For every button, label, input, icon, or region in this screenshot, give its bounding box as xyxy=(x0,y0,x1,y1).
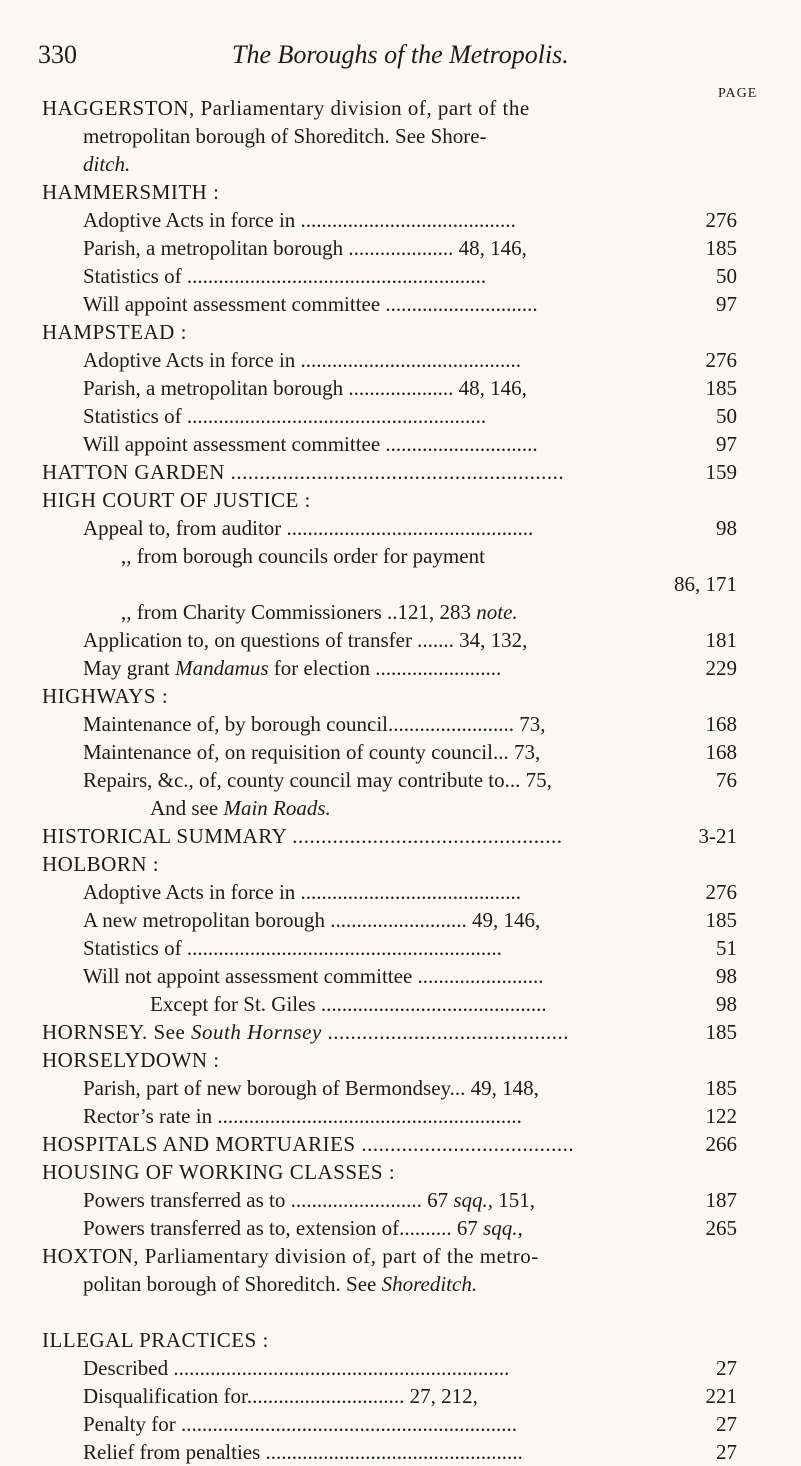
index-entry xyxy=(0,934,801,962)
entry-main-text: politan borough of Shoreditch. See xyxy=(83,1272,377,1296)
entry-text xyxy=(83,290,538,318)
entry-after-text: for election ........................ xyxy=(273,656,502,680)
entry-text xyxy=(83,346,521,374)
entry-text xyxy=(42,850,159,878)
entry-main-text: Will not appoint assessment committee ........................ xyxy=(83,964,544,988)
entry-text xyxy=(42,178,219,206)
index-entry xyxy=(0,990,801,1018)
entry-main-text: May grant xyxy=(83,656,170,680)
index-entry xyxy=(0,206,801,234)
index-entry xyxy=(0,1186,801,1214)
entry-page-ref: 98 xyxy=(716,516,737,540)
entry-text xyxy=(83,1270,477,1298)
page-number: 330 xyxy=(38,40,77,69)
entry-text xyxy=(42,458,564,486)
entry-italic-tail: note. xyxy=(476,600,518,624)
entry-page-ref: 276 xyxy=(705,880,737,904)
entry-main-text: HAGGERSTON, Parliamentary division of, part of the xyxy=(42,96,530,120)
entry-text xyxy=(83,1354,509,1382)
entry-text xyxy=(42,682,168,710)
entry-main-text: Maintenance of, by borough council........................ 73, xyxy=(83,712,546,736)
index-entry xyxy=(0,122,801,150)
index-entry xyxy=(0,738,801,766)
entry-text xyxy=(83,402,486,430)
entry-main-text: HORSELYDOWN : xyxy=(42,1048,220,1072)
entry-page-ref: 51 xyxy=(716,936,737,960)
index-entry xyxy=(0,1074,801,1102)
entry-text xyxy=(83,962,544,990)
entry-main-text: A new metropolitan borough .......................... 49, 146, xyxy=(83,908,541,932)
index-entry xyxy=(0,1158,801,1186)
entry-text xyxy=(83,1214,523,1242)
index-entry xyxy=(0,878,801,906)
index-entry xyxy=(0,822,801,850)
index-entry xyxy=(0,178,801,206)
entry-page-ref: 50 xyxy=(716,264,737,288)
index-entry xyxy=(0,346,801,374)
entry-main-text: ,, from Charity Commissioners ..121, 283 xyxy=(121,600,471,624)
entry-main-text: Repairs, &c., of, county council may contribute to... 75, xyxy=(83,768,552,792)
index-entry xyxy=(0,766,801,794)
entry-italic-text: Mandamus xyxy=(175,656,269,680)
entry-page-ref: 185 xyxy=(705,376,737,400)
index-entry xyxy=(0,962,801,990)
entry-text xyxy=(42,1130,574,1158)
entry-main-text: Will appoint assessment committee ............................. xyxy=(83,432,538,456)
index-entry xyxy=(0,1298,801,1326)
index-entry xyxy=(0,1270,801,1298)
entry-main-text: Maintenance of, on requisition of county council... 73, xyxy=(83,740,541,764)
entry-page-ref: 187 xyxy=(705,1188,737,1212)
entry-text xyxy=(42,1046,220,1074)
index-entry xyxy=(0,318,801,346)
entry-main-text: HATTON GARDEN .......................................................... xyxy=(42,460,565,484)
index-entry xyxy=(0,1214,801,1242)
entry-main-text: Parish, a metropolitan borough .................... 48, 146, xyxy=(83,376,527,400)
entry-main-text: Statistics of ............................................................ xyxy=(83,936,502,960)
entry-main-text: Adoptive Acts in force in ......................................... xyxy=(83,208,516,232)
entry-page-ref: 181 xyxy=(705,628,737,652)
entry-main-text: ILLEGAL PRACTICES : xyxy=(42,1328,269,1352)
entry-page-ref: 97 xyxy=(716,432,737,456)
entry-text xyxy=(42,822,563,850)
entry-text xyxy=(83,878,521,906)
index-entry xyxy=(0,262,801,290)
entry-text xyxy=(83,710,546,738)
entry-text xyxy=(42,94,530,122)
index-entry xyxy=(0,290,801,318)
entry-main-text: HOSPITALS AND MORTUARIES ..................................... xyxy=(42,1132,575,1156)
entry-main-text: Relief from penalties ................................................. xyxy=(83,1440,523,1464)
entry-text xyxy=(121,598,518,626)
entry-text xyxy=(83,206,516,234)
entry-page-ref: 266 xyxy=(705,1132,737,1156)
entry-text xyxy=(83,626,527,654)
index-entry xyxy=(0,794,801,822)
entry-page-ref: 229 xyxy=(705,656,737,680)
entry-page-ref: 122 xyxy=(705,1104,737,1128)
index-entry xyxy=(0,1410,801,1438)
entry-page-ref: 168 xyxy=(705,740,737,764)
index-entry xyxy=(0,374,801,402)
entry-text xyxy=(83,262,486,290)
entry-page-ref: 50 xyxy=(716,404,737,428)
entry-main-text: Powers transferred as to ......................... 67 xyxy=(83,1188,449,1212)
entry-text xyxy=(42,1242,539,1270)
entry-after-text: .......................................... xyxy=(327,1020,570,1044)
entry-text xyxy=(83,374,527,402)
entry-main-text: Except for St. Giles ........................................... xyxy=(150,992,547,1016)
entry-text xyxy=(42,1326,269,1354)
entry-text xyxy=(150,990,547,1018)
entry-page-ref: 185 xyxy=(705,1076,737,1100)
index-entry xyxy=(0,1130,801,1158)
index-entry xyxy=(0,682,801,710)
entry-text xyxy=(83,234,527,262)
entry-page-ref: 3-21 xyxy=(698,824,737,848)
entry-main-text: Parish, a metropolitan borough .................... 48, 146, xyxy=(83,236,527,260)
index-entry xyxy=(0,1354,801,1382)
entry-page-ref: 76 xyxy=(716,768,737,792)
index-entry xyxy=(0,402,801,430)
index-entry xyxy=(0,234,801,262)
entry-main-text: Penalty for ................................................................ xyxy=(83,1412,517,1436)
entry-text xyxy=(83,1438,523,1466)
entry-main-text: Application to, on questions of transfer ....... 34, 132, xyxy=(83,628,528,652)
entry-text xyxy=(83,122,487,150)
index-entry xyxy=(0,570,801,598)
entry-italic-text: Main Roads. xyxy=(223,796,331,820)
entry-italic-text: sqq., xyxy=(453,1188,494,1212)
entry-text xyxy=(42,1158,395,1186)
index-entry xyxy=(0,542,801,570)
entry-text xyxy=(83,1382,478,1410)
entry-italic-text: sqq., xyxy=(483,1216,523,1240)
entry-text xyxy=(42,486,311,514)
entry-page-ref: 276 xyxy=(705,348,737,372)
entry-main-text: Described ................................................................ xyxy=(83,1356,510,1380)
entry-main-text: Parish, part of new borough of Bermondsey... 49, 148, xyxy=(83,1076,539,1100)
entry-text xyxy=(42,1018,569,1046)
entry-page-ref: 185 xyxy=(705,236,737,260)
entry-page-ref: 27 xyxy=(716,1412,737,1436)
entry-main-text: Disqualification for.............................. 27, 212, xyxy=(83,1384,478,1408)
entry-text xyxy=(83,1410,517,1438)
entry-main-text: Statistics of ......................................................... xyxy=(83,264,487,288)
entry-italic-text: South Hornsey xyxy=(191,1020,322,1044)
entry-text xyxy=(83,906,540,934)
entry-main-text: And see xyxy=(150,796,219,820)
entry-text xyxy=(83,654,501,682)
index-entry xyxy=(0,430,801,458)
index-entry xyxy=(0,1326,801,1354)
index-entry xyxy=(0,1438,801,1466)
entry-text xyxy=(83,1102,522,1130)
index-entry xyxy=(0,598,801,626)
entry-after-text: 151, xyxy=(498,1188,536,1212)
entry-main-text: HIGH COURT OF JUSTICE : xyxy=(42,488,311,512)
index-entry xyxy=(0,1046,801,1074)
index-entry xyxy=(0,486,801,514)
entry-page-ref: 27 xyxy=(716,1356,737,1380)
entry-text xyxy=(83,934,502,962)
entry-text xyxy=(83,150,130,178)
entry-main-text: HAMMERSMITH : xyxy=(42,180,220,204)
entry-page-ref: 159 xyxy=(705,460,737,484)
entry-main-text: Rector’s rate in .......................................................... xyxy=(83,1104,522,1128)
page-column-label: PAGE xyxy=(718,86,758,101)
entry-main-text: HOUSING OF WORKING CLASSES : xyxy=(42,1160,396,1184)
index-entry xyxy=(0,654,801,682)
entry-text xyxy=(83,1186,535,1214)
entry-page-ref: 97 xyxy=(716,292,737,316)
entry-main-text: Powers transferred as to, extension of.......... 67 xyxy=(83,1216,478,1240)
index-entry xyxy=(0,906,801,934)
entry-page-ref: 265 xyxy=(705,1216,737,1240)
index-entry xyxy=(0,850,801,878)
entry-page-ref: 221 xyxy=(705,1384,737,1408)
entry-text xyxy=(42,318,187,346)
entry-main-text: HAMPSTEAD : xyxy=(42,320,187,344)
entry-text xyxy=(121,542,485,570)
entry-main-text: Adoptive Acts in force in .......................................... xyxy=(83,348,522,372)
entry-page-ref: 276 xyxy=(705,208,737,232)
entry-page-ref: 98 xyxy=(716,964,737,988)
entry-main-text: Statistics of ......................................................... xyxy=(83,404,487,428)
index-entry xyxy=(0,94,801,122)
entry-text xyxy=(83,514,533,542)
index-entry xyxy=(0,150,801,178)
entry-page-ref: 168 xyxy=(705,712,737,736)
entry-text xyxy=(83,766,552,794)
entry-italic-text: Shoreditch. xyxy=(381,1272,478,1296)
entry-text xyxy=(150,794,331,822)
entry-main-text: HISTORICAL SUMMARY ............................................... xyxy=(42,824,563,848)
entry-text xyxy=(83,1074,539,1102)
entry-main-text: Adoptive Acts in force in .......................................... xyxy=(83,880,522,904)
index-entry xyxy=(0,1018,801,1046)
index-entry xyxy=(0,458,801,486)
entry-main-text: Appeal to, from auditor ............................................... xyxy=(83,516,534,540)
entry-main-text: HOXTON, Parliamentary division of, part of the metro- xyxy=(42,1244,539,1268)
index-entry xyxy=(0,514,801,542)
entry-main-text: Will appoint assessment committee ............................. xyxy=(83,292,538,316)
index-entry xyxy=(0,710,801,738)
index-entry xyxy=(0,1242,801,1270)
entry-page-ref: 185 xyxy=(705,908,737,932)
entry-main-text: ditch. xyxy=(83,152,131,176)
entry-text xyxy=(83,738,540,766)
entry-page-ref: 98 xyxy=(716,992,737,1016)
index-entry xyxy=(0,1382,801,1410)
entry-main-text: ,, from borough councils order for payment xyxy=(121,544,485,568)
entry-main-text: metropolitan borough of Shoreditch. See Shore- xyxy=(83,124,487,148)
entry-main-text: HIGHWAYS : xyxy=(42,684,169,708)
index-entry xyxy=(0,1102,801,1130)
entry-page-ref: 185 xyxy=(705,1020,737,1044)
entry-page-ref: 27 xyxy=(716,1440,737,1464)
index-entry xyxy=(0,626,801,654)
entry-main-text: HORNSEY. See xyxy=(42,1020,186,1044)
entry-text xyxy=(83,430,538,458)
entry-main-text: HOLBORN : xyxy=(42,852,160,876)
running-title: The Boroughs of the Metropolis. xyxy=(232,40,569,69)
entry-page-ref: 86, 171 xyxy=(674,572,737,596)
